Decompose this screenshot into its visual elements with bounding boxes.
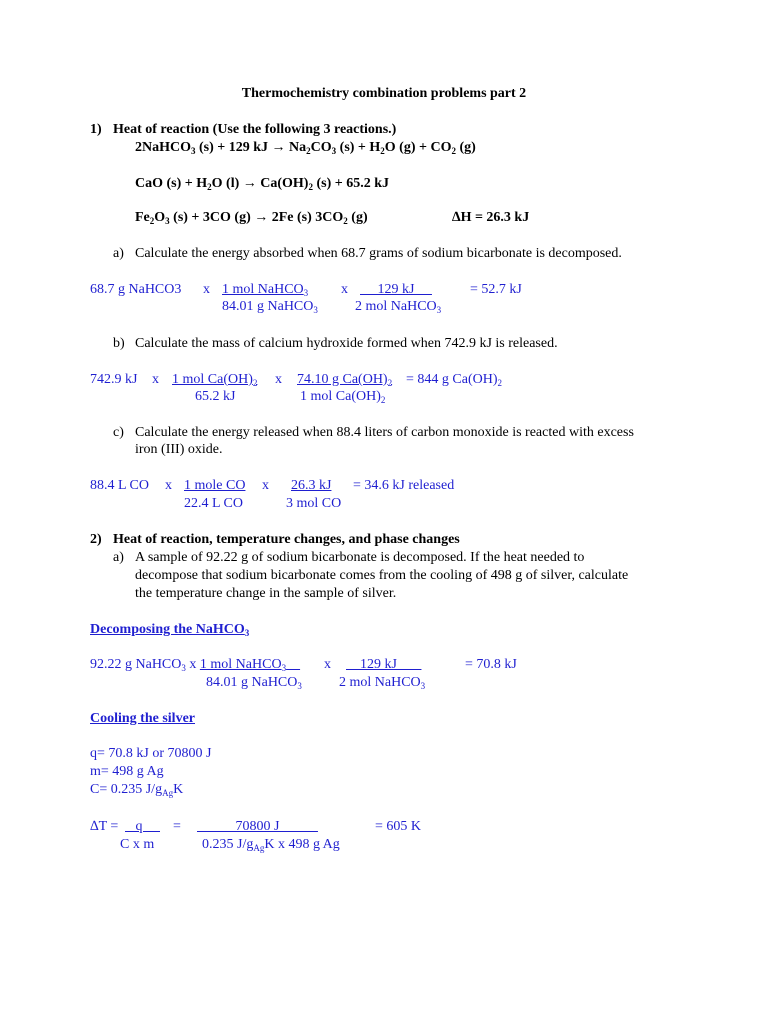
section-2-number: 2): [90, 532, 102, 547]
answer-1b-factor-2-numerator: 74.10 g $Ca(OH)_2$: [297, 372, 393, 388]
answer-1a-times-1: x: [203, 282, 210, 297]
reaction-1: 2NaHCO$_3$ (s) + 129 kJ → $Na_2CO_3$ $(s) + H_2O$ $(g) + CO_2$ (g): [135, 140, 476, 156]
reaction-3: $Fe_2O_3$ (s) + 3CO (g) → 2Fe (s) $3CO_2$ (g): [135, 210, 368, 226]
answer-1a-factor-2-numerator: 129 kJ: [360, 282, 432, 297]
reaction-3-delta-h: ∆H = 26.3 kJ: [452, 210, 530, 225]
section-2-heading: Heat of reaction, temperature changes, and phase changes: [113, 532, 460, 547]
decomp-times-2: x: [324, 657, 331, 672]
answer-1b-factor-2-denominator: 1 mol $Ca(OH)_2$: [300, 389, 386, 405]
answer-1a-times-2: x: [341, 282, 348, 297]
question-1b-text: Calculate the mass of calcium hydroxide formed when 742.9 kJ is released.: [135, 336, 558, 351]
delta-t-numerator-1: q: [125, 819, 160, 834]
question-2a-line-2: decompose that sodium bicarbonate comes from the cooling of 498 g of silver, calculate: [135, 568, 629, 583]
answer-1c-times-1: x: [165, 478, 172, 493]
answer-1b-given: 742.9 kJ: [90, 372, 138, 387]
cooling-heading: Cooling the silver: [90, 711, 195, 726]
answer-1c-factor-1-numerator: 1 mole CO: [184, 478, 246, 493]
delta-t-equals: =: [173, 819, 181, 834]
question-1c-line-1: Calculate the energy released when 88.4 liters of carbon monoxide is reacted with excess: [135, 425, 634, 440]
question-1a-text: Calculate the energy absorbed when 68.7 grams of sodium bicarbonate is decomposed.: [135, 246, 622, 261]
delta-t-lhs: ∆T =: [90, 819, 119, 834]
decomp-calculation-top: 92.22 g NaHCO$_3$ x 1 mol NaHCO$_3$: [90, 657, 287, 673]
answer-1a-given: 68.7 g NaHCO3: [90, 282, 182, 297]
section-1-heading: Heat of reaction (Use the following 3 reactions.): [113, 122, 397, 137]
question-2a-line-3: the temperature change in the sample of silver.: [135, 586, 397, 601]
answer-1c-factor-1-denominator: 22.4 L CO: [184, 496, 243, 511]
mass-m: m= 498 g Ag: [90, 764, 164, 779]
decomp-factor-2-numerator: 129 kJ: [346, 657, 422, 672]
answer-1c-factor-2-denominator: 3 mol CO: [286, 496, 342, 511]
question-1c-letter: c): [113, 425, 124, 440]
answer-1a-factor-2-denominator: 2 mol NaHCO$_3$: [355, 299, 442, 315]
delta-t-result: = 605 K: [375, 819, 422, 834]
heat-q: q= 70.8 kJ or 70800 J: [90, 746, 212, 761]
answer-1b-factor-1-numerator: 1 mol $Ca(OH)_2$: [172, 372, 258, 388]
question-1c-line-2: iron (III) oxide.: [135, 442, 223, 457]
answer-1a-factor-1-numerator: 1 mol NaHCO$_3$: [222, 282, 309, 298]
delta-t-denominator-2: 0.235 $J/g_{Ag}K$ x 498 g Ag: [202, 837, 340, 853]
answer-1c-given: 88.4 L CO: [90, 478, 149, 493]
delta-t-denominator-1: C x m: [120, 837, 155, 852]
decomposing-heading: Decomposing the NaHCO$_3$: [90, 622, 250, 638]
delta-t-numerator-2: 70800 J: [197, 819, 318, 834]
section-1-number: 1): [90, 122, 102, 137]
question-1a-letter: a): [113, 246, 124, 261]
answer-1b-result: = 844 g $Ca(OH)_2$: [406, 372, 502, 388]
answer-1c-times-2: x: [262, 478, 269, 493]
reaction-2: CaO $(s) + H_2O$ $(l) \to Ca(OH)_2$ (s) + 65.2 kJ: [135, 176, 390, 192]
answer-1c-result: = 34.6 kJ released: [353, 478, 455, 493]
answer-1a-result: = 52.7 kJ: [470, 282, 522, 297]
page-title: Thermochemistry combination problems part 2: [241, 86, 527, 101]
decomp-factor-1-denominator: 84.01 g NaHCO$_3$: [206, 675, 302, 691]
question-2a-letter: a): [113, 550, 124, 565]
question-1b-letter: b): [113, 336, 125, 351]
decomp-factor-2-denominator: 2 mol NaHCO$_3$: [339, 675, 426, 691]
specific-heat-c: C= 0.235 $J/g_{Ag}K$: [90, 782, 184, 798]
question-2a-line-1: A sample of 92.22 g of sodium bicarbonate is decomposed. If the heat needed to: [135, 550, 585, 565]
answer-1b-times-1: x: [152, 372, 159, 387]
answer-1a-factor-1-denominator: 84.01 g NaHCO$_3$: [222, 299, 318, 315]
answer-1b-factor-1-denominator: 65.2 kJ: [195, 389, 236, 404]
answer-1b-times-2: x: [275, 372, 282, 387]
answer-1c-factor-2-numerator: 26.3 kJ: [291, 478, 332, 493]
decomp-result: = 70.8 kJ: [465, 657, 517, 672]
